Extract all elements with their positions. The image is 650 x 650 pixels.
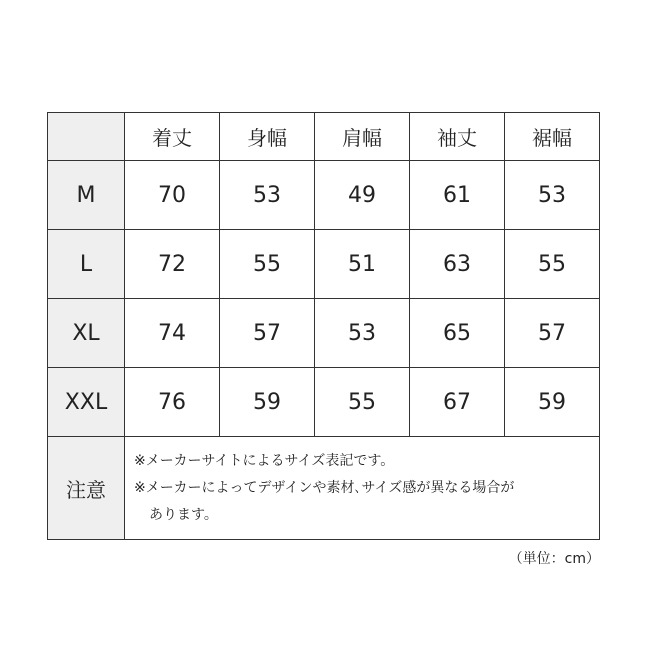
table-cell: 59 <box>505 368 600 437</box>
note-line: ※メーカーによってデザインや素材､サイズ感が異なる場合が <box>134 479 515 496</box>
note-label: 注意 <box>48 437 125 540</box>
table-row <box>48 161 600 230</box>
table-cell: 53 <box>315 299 410 368</box>
table-cell: 57 <box>505 299 600 368</box>
size-chart-table <box>47 112 600 540</box>
table-cell: 55 <box>220 230 315 299</box>
size-label: M <box>48 161 125 230</box>
table-cell: 61 <box>410 161 505 230</box>
table-cell: 49 <box>315 161 410 230</box>
table-cell: 74 <box>125 299 220 368</box>
size-label: L <box>48 230 125 299</box>
header-hem-width: 裾幅 <box>505 113 600 161</box>
size-label: XXL <box>48 368 125 437</box>
header-sleeve-length: 袖丈 <box>410 113 505 161</box>
table-cell: 51 <box>315 230 410 299</box>
table-row <box>48 368 600 437</box>
note-line: ※メーカーサイトによるサイズ表記です。 <box>134 452 395 469</box>
header-length: 着丈 <box>125 113 220 161</box>
table-cell: 53 <box>220 161 315 230</box>
table-row <box>48 230 600 299</box>
table-cell: 76 <box>125 368 220 437</box>
table-row <box>48 299 600 368</box>
unit-label: （単位：cm） <box>508 551 600 567</box>
header-shoulder-width: 肩幅 <box>315 113 410 161</box>
table-cell: 57 <box>220 299 315 368</box>
table-cell: 65 <box>410 299 505 368</box>
header-row <box>48 113 600 161</box>
note-text <box>125 437 600 540</box>
note-row <box>48 437 600 540</box>
table-cell: 67 <box>410 368 505 437</box>
header-chest-width: 身幅 <box>220 113 315 161</box>
table-cell: 70 <box>125 161 220 230</box>
table-cell: 72 <box>125 230 220 299</box>
note-line: あります。 <box>149 506 218 523</box>
table-cell: 59 <box>220 368 315 437</box>
table-cell: 53 <box>505 161 600 230</box>
table-cell: 55 <box>505 230 600 299</box>
size-label: XL <box>48 299 125 368</box>
table-cell: 63 <box>410 230 505 299</box>
corner-cell <box>48 113 125 161</box>
table-cell: 55 <box>315 368 410 437</box>
